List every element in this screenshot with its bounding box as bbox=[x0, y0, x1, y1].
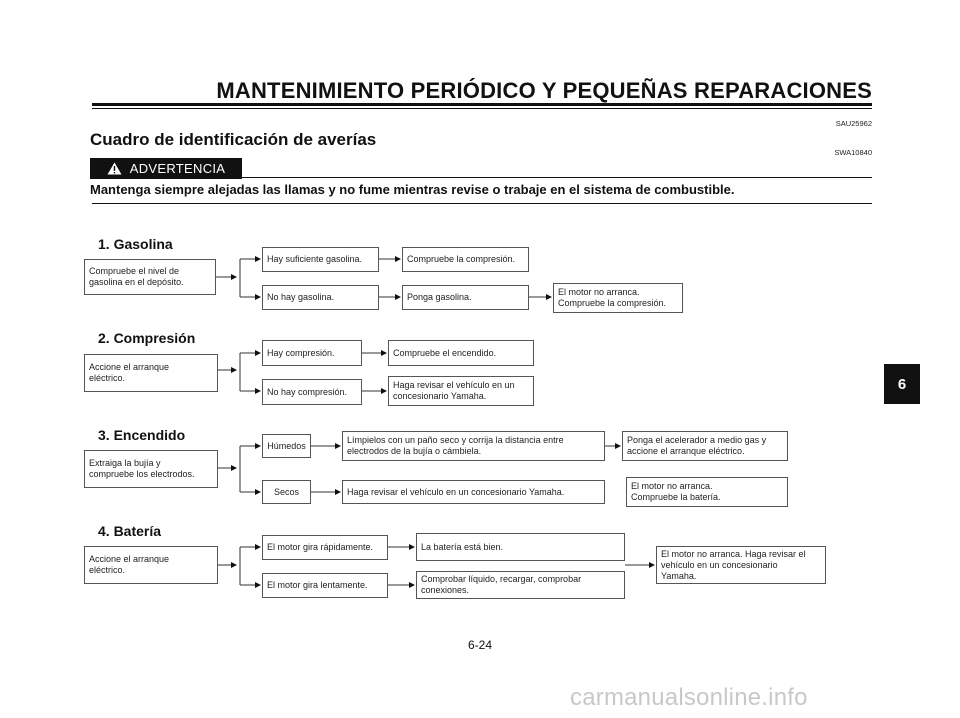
bateria-result-box: El motor no arranca. Haga revisar el vehículo en un concesionario Yamaha. bbox=[656, 546, 826, 584]
compresion-no-next-box: Haga revisar el vehículo en un concesionario Yamaha. bbox=[388, 376, 534, 406]
encendido-wet-result-a-box: Ponga el acelerador a medio gas y accione el arranque eléctrico. bbox=[622, 431, 788, 461]
encendido-start-box: Extraiga la bujía y compruebe los electrodos. bbox=[84, 450, 218, 488]
gasolina-start-box: Compruebe el nivel de gasolina en el depósito. bbox=[84, 259, 216, 295]
chapter-tab: 6 bbox=[884, 364, 920, 404]
compresion-start-box: Accione el arranque eléctrico. bbox=[84, 354, 218, 392]
compresion-yes-next-box: Compruebe el encendido. bbox=[388, 340, 534, 366]
encendido-wet-result-b-box: El motor no arranca. Compruebe la batería. bbox=[626, 477, 788, 507]
compresion-no-box: No hay compresión. bbox=[262, 379, 362, 405]
group-title-bateria: 4. Batería bbox=[98, 523, 162, 539]
section-code: SAU25962 bbox=[835, 119, 872, 128]
group-title-encendido: 3. Encendido bbox=[98, 427, 186, 443]
gasolina-no-next-box: Ponga gasolina. bbox=[402, 285, 529, 310]
bateria-slow-box: El motor gira lentamente. bbox=[262, 573, 388, 598]
group-title-gasolina: 1. Gasolina bbox=[98, 236, 173, 252]
section-title: Cuadro de identificación de averías bbox=[90, 130, 377, 149]
page-header-title: MANTENIMIENTO PERIÓDICO Y PEQUEÑAS REPARACIONES bbox=[216, 78, 872, 103]
gasolina-yes-next-box: Compruebe la compresión. bbox=[402, 247, 529, 272]
warning-code: SWA10840 bbox=[834, 148, 872, 157]
encendido-wet-box: Húmedos bbox=[262, 434, 311, 458]
warning-text: Mantenga siempre alejadas las llamas y no fume mientras revise o trabaje en el sistema de combustible. bbox=[90, 182, 735, 197]
bateria-slow-next-box: Comprobar líquido, recargar, comprobar conexiones. bbox=[416, 571, 625, 599]
encendido-dry-next-box: Haga revisar el vehículo en un concesionario Yamaha. bbox=[342, 480, 605, 504]
encendido-dry-box: Secos bbox=[262, 480, 311, 504]
gasolina-no-box: No hay gasolina. bbox=[262, 285, 379, 310]
bateria-fast-box: El motor gira rápidamente. bbox=[262, 535, 388, 560]
gasolina-no-result-box: El motor no arranca. Compruebe la compresión. bbox=[553, 283, 683, 313]
page-number: 6-24 bbox=[467, 638, 493, 652]
compresion-yes-box: Hay compresión. bbox=[262, 340, 362, 366]
group-title-compresion: 2. Compresión bbox=[98, 330, 196, 346]
gasolina-yes-box: Hay suficiente gasolina. bbox=[262, 247, 379, 272]
bateria-fast-next-box: La batería está bien. bbox=[416, 533, 625, 561]
watermark: carmanualsonline.info bbox=[570, 684, 808, 711]
encendido-wet-next-box: Límpielos con un paño seco y corrija la distancia entre electrodos de la bujía o cámbiela. bbox=[342, 431, 605, 461]
warning-label: ADVERTENCIA bbox=[129, 161, 226, 176]
bateria-start-box: Accione el arranque eléctrico. bbox=[84, 546, 218, 584]
